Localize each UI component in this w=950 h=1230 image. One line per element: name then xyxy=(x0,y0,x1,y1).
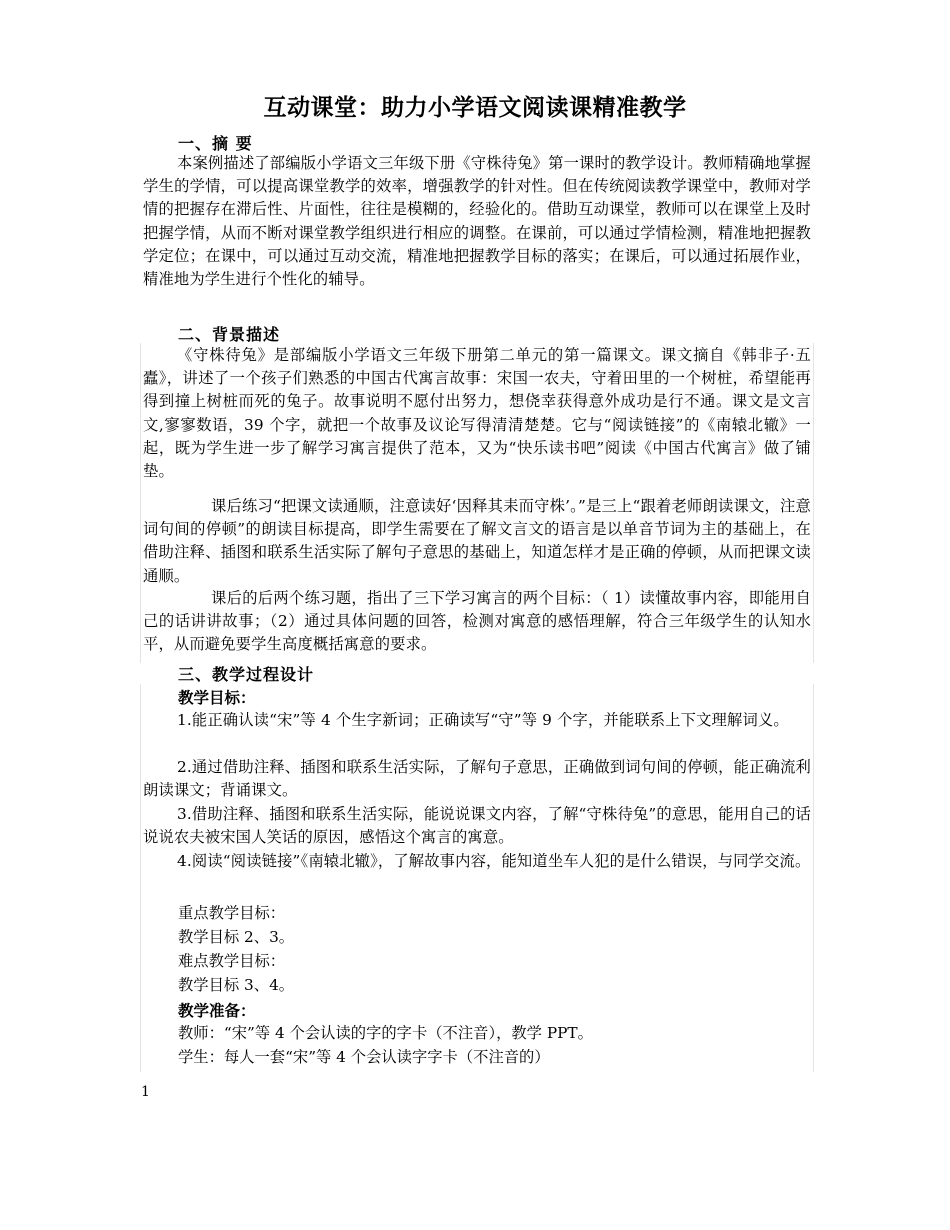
goal-item-2: 2.通过借助注释、插图和联系生活实际，了解句子意思，正确做到词句间的停顿，能正确流利朗读课文；背诵课文。 xyxy=(143,758,811,800)
key-goal-label: 重点教学目标： xyxy=(178,904,286,922)
prep-student: 学生：每人一套“宋”等 4 个会认读字字卡（不注音的） xyxy=(178,1048,550,1066)
background-paragraph-2: 课后练习“把课文读通顺，注意读好‘因释其耒而守株’。”是三上“跟着老师朗读课文，注意词句间的停顿”的朗读目标提高，即学生需要在了解文言文的语言是以单音节词为主的基础上，在借助注释、插图和联系生活实际了解句子意思的基础上，知道怎样才是正确的停顿，从而把课文读通顺。 xyxy=(143,497,811,585)
hard-goal-value: 教学目标 3、4。 xyxy=(178,976,295,994)
background-paragraph-1: 《守株待兔》是部编版小学语文三年级下册第二单元的第一篇课文。课文摘自《韩非子·五蠹》，讲述了一个孩子们熟悉的中国古代寓言故事：宋国一农夫，守着田里的一个树桩，希望能再得到撞上树桩而死的兔子。故事说明不愿付出努力，想侥幸获得意外成功是行不通。课文是文言文,寥寥数语，39 个字，就把一个故事及议论写得清清楚楚。它与“阅读链接”的《南辕北辙》一起，既为学生进一步了解学习寓言提供了范本，又为“快乐读书吧”阅读《中国古代寓言》做了铺垫。 xyxy=(143,346,811,481)
prep-heading: 教学准备： xyxy=(178,1002,256,1020)
hard-goal-label: 难点教学目标： xyxy=(178,952,286,970)
background-heading: 二、背景描述 xyxy=(178,325,281,344)
goal-item-4: 4.阅读“阅读链接”《南辕北辙》，了解故事内容，能知道坐车人犯的是什么错误，与同学交流。 xyxy=(177,852,811,870)
page-number: 1 xyxy=(141,1084,150,1100)
prep-teacher: 教师：“宋”等 4 个会认读的字的字卡（不注音），教学 PPT。 xyxy=(178,1024,593,1042)
key-goal-value: 教学目标 2、3。 xyxy=(178,928,295,946)
document-title: 互动课堂：助力小学语文阅读课精准教学 xyxy=(263,95,687,121)
abstract-heading: 一、摘 要 xyxy=(178,134,253,153)
goal-item-1: 1.能正确认读“宋”等 4 个生字新词；正确读写“守”等 9 个字，并能联系上下文理解词义。 xyxy=(177,711,789,729)
design-heading: 三、教学过程设计 xyxy=(178,665,315,684)
goals-heading: 教学目标： xyxy=(178,689,256,707)
goal-item-3: 3.借助注释、插图和联系生活实际，能说说课文内容，了解“守株待兔”的意思，能用自己的话说说农夫被宋国人笑话的原因，感悟这个寓言的寓意。 xyxy=(143,805,811,847)
background-paragraph-3: 课后的后两个练习题，指出了三下学习寓言的两个目标：（ 1）读懂故事内容，即能用自己的话讲讲故事；（2）通过具体问题的回答，检测对寓意的感悟理解，符合三年级学生的认知水平，从而避免要学生高度概括寓意的要求。 xyxy=(143,589,811,654)
abstract-paragraph: 本案例描述了部编版小学语文三年级下册《守株待兔》第一课时的教学设计。教师精确地掌握学生的学情，可以提高课堂教学的效率，增强教学的针对性。但在传统阅读教学课堂中，教师对学情的把握存在滞后性、片面性，往往是模糊的，经验化的。借助互动课堂，教师可以在课堂上及时把握学情，从而不断对课堂教学组织进行相应的调整。在课前，可以通过学情检测，精准地把握教学定位；在课中，可以通过互动交流，精准地把握教学目标的落实；在课后，可以通过拓展作业，精准地为学生进行个性化的辅导。 xyxy=(143,154,811,289)
